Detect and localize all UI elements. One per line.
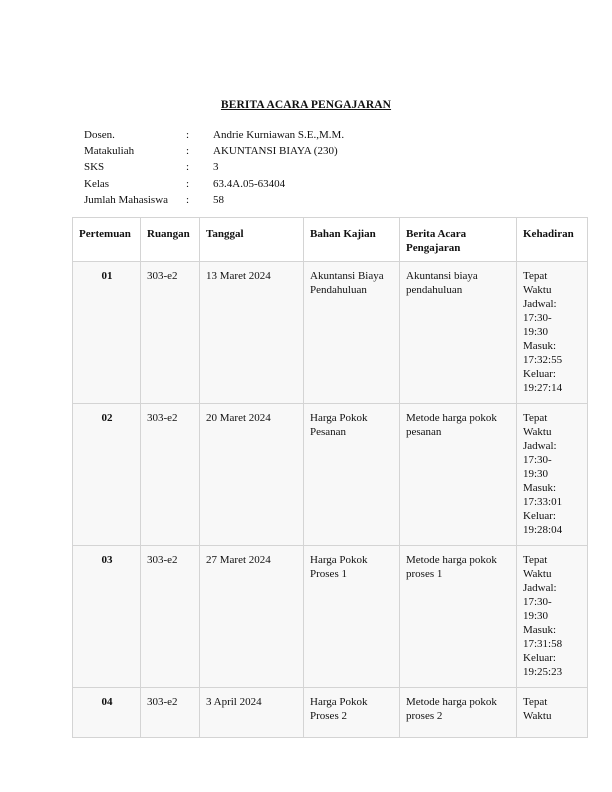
column-header: Kehadiran — [517, 218, 588, 262]
column-header: Pertemuan — [73, 218, 141, 262]
info-separator: : — [186, 193, 190, 206]
info-value: Andrie Kurniawan S.E.,M.M. — [213, 129, 345, 141]
info-row-jumlah-mahasiswa — [84, 192, 344, 208]
column-header: Berita Acara Pengajaran — [400, 218, 517, 262]
info-value: AKUNTANSI BIAYA (230) — [213, 145, 338, 158]
info-row-dosen — [84, 127, 344, 143]
info-label: SKS — [84, 161, 105, 174]
info-separator: : — [186, 129, 190, 141]
cell-kehadiran: Tepat Waktu — [517, 688, 588, 738]
column-header: Bahan Kajian — [304, 218, 400, 262]
cell-kehadiran: Tepat Waktu Jadwal: 17:30- 19:30 Masuk: 17:32:55 Keluar: 19:27:14 — [517, 262, 588, 404]
cell-kehadiran: Tepat Waktu Jadwal: 17:30- 19:30 Masuk: 17:31:58 Keluar: 19:25:23 — [517, 546, 588, 688]
info-separator: : — [186, 177, 190, 190]
cell-ruangan: 303-e2 — [141, 688, 200, 738]
cell-tanggal: 27 Maret 2024 — [200, 546, 304, 688]
cell-pertemuan: 03 — [73, 546, 141, 688]
cell-berita-acara: Metode harga pokok proses 1 — [400, 546, 517, 688]
info-value: 58 — [213, 193, 224, 206]
cell-tanggal: 13 Maret 2024 — [200, 262, 304, 404]
info-label: Dosen. — [84, 129, 115, 141]
cell-tanggal: 20 Maret 2024 — [200, 404, 304, 546]
course-info — [84, 127, 344, 208]
info-row-sks — [84, 159, 344, 175]
info-label: Kelas — [84, 177, 110, 190]
table-row — [73, 404, 588, 546]
cell-pertemuan: 04 — [73, 688, 141, 738]
attendance-table — [72, 217, 588, 738]
cell-ruangan: 303-e2 — [141, 404, 200, 546]
cell-pertemuan: 02 — [73, 404, 141, 546]
table-row — [73, 262, 588, 404]
cell-kehadiran: Tepat Waktu Jadwal: 17:30- 19:30 Masuk: 17:33:01 Keluar: 19:28:04 — [517, 404, 588, 546]
cell-ruangan: 303-e2 — [141, 546, 200, 688]
cell-berita-acara: Metode harga pokok pesanan — [400, 404, 517, 546]
cell-bahan-kajian: Harga Pokok Proses 1 — [304, 546, 400, 688]
cell-bahan-kajian: Harga Pokok Pesanan — [304, 404, 400, 546]
table-header-row — [73, 218, 588, 262]
cell-bahan-kajian: Harga Pokok Proses 2 — [304, 688, 400, 738]
column-header: Ruangan — [141, 218, 200, 262]
table-row — [73, 546, 588, 688]
cell-ruangan: 303-e2 — [141, 262, 200, 404]
info-separator: : — [186, 145, 190, 158]
info-row-kelas — [84, 176, 344, 192]
cell-tanggal: 3 April 2024 — [200, 688, 304, 738]
info-label: Matakuliah — [84, 145, 135, 158]
cell-pertemuan: 01 — [73, 262, 141, 404]
info-separator: : — [186, 161, 190, 174]
info-row-matakuliah — [84, 143, 344, 159]
cell-berita-acara: Akuntansi biaya pendahuluan — [400, 262, 517, 404]
document-title: BERITA ACARA PENGAJARAN — [220, 99, 392, 111]
info-value: 63.4A.05-63404 — [213, 177, 286, 190]
table-row — [73, 688, 588, 738]
info-value: 3 — [213, 161, 219, 174]
cell-berita-acara: Metode harga pokok proses 2 — [400, 688, 517, 738]
cell-bahan-kajian: Akuntansi Biaya Pendahuluan — [304, 262, 400, 404]
info-label: Jumlah Mahasiswa — [84, 193, 169, 206]
column-header: Tanggal — [200, 218, 304, 262]
